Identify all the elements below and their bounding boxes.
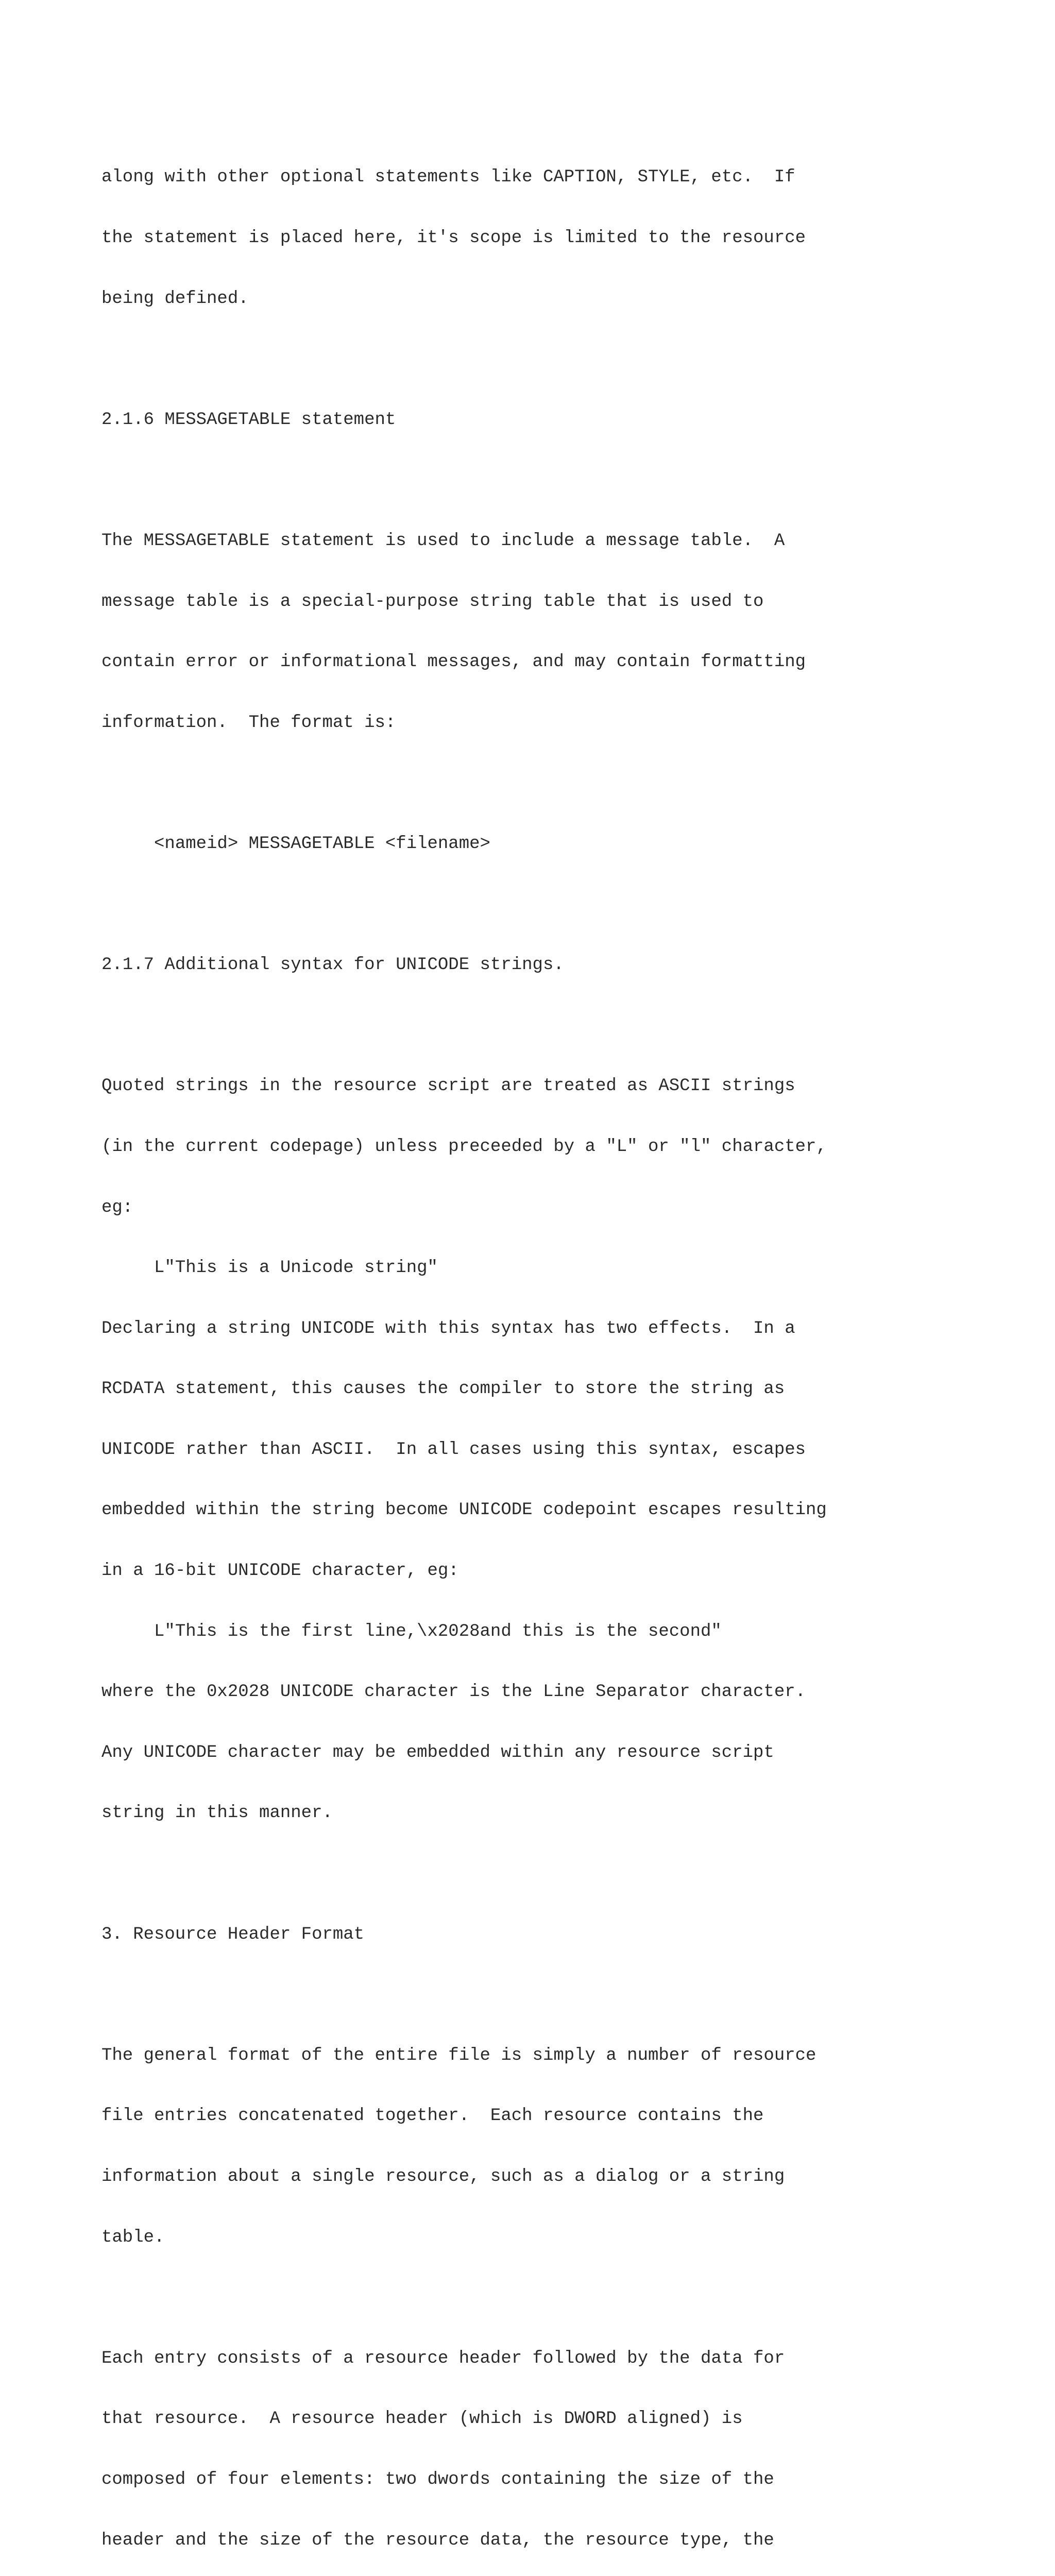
document-text [101, 127, 1029, 2576]
text-line: composed of four elements: two dwords containing the size of the [101, 2469, 774, 2489]
text-line: embedded within the string become UNICODE codepoint escapes resulting [101, 1500, 827, 1520]
text-line: UNICODE rather than ASCII. In all cases using this syntax, escapes [101, 1439, 806, 1460]
text-line: information about a single resource, such as a dialog or a string [101, 2167, 785, 2187]
code-line: L"This is a Unicode string" [101, 1258, 438, 1278]
blank-line [101, 1864, 1029, 1884]
text-line: information. The format is: [101, 713, 396, 733]
text-line: string in this manner. [101, 1803, 333, 1823]
blank-line [101, 470, 1029, 490]
text-line: table. [101, 2227, 165, 2247]
blank-line [101, 1016, 1029, 1036]
text-line: eg: [101, 1197, 133, 1217]
text-line: in a 16-bit UNICODE character, eg: [101, 1561, 459, 1581]
code-line: <nameid> MESSAGETABLE <filename> [101, 834, 490, 854]
text-line: Any UNICODE character may be embedded within any resource script [101, 1742, 774, 1762]
section-heading: 2.1.6 MESSAGETABLE statement [101, 410, 396, 430]
text-line: Declaring a string UNICODE with this syntax has two effects. In a [101, 1318, 795, 1338]
blank-line [101, 895, 1029, 915]
section-heading: 3. Resource Header Format [101, 1924, 365, 1944]
code-line: L"This is the first line,\x2028and this is the second" [101, 1621, 722, 1641]
text-line: along with other optional statements like CAPTION, STYLE, etc. If [101, 167, 795, 188]
text-line: file entries concatenated together. Each resource contains the [101, 2106, 764, 2126]
text-line: where the 0x2028 UNICODE character is the Line Separator character. [101, 1682, 806, 1702]
text-line: Each entry consists of a resource header followed by the data for [101, 2348, 785, 2368]
text-line: (in the current codepage) unless preceeded by a "L" or "l" character, [101, 1137, 827, 1157]
text-line: message table is a special-purpose string table that is used to [101, 591, 764, 612]
blank-line [101, 773, 1029, 793]
text-line: being defined. [101, 289, 249, 309]
text-line: The MESSAGETABLE statement is used to include a message table. A [101, 531, 785, 551]
text-line: The general format of the entire file is simply a number of resource [101, 2045, 816, 2065]
blank-line [101, 349, 1029, 369]
text-line: header and the size of the resource data, the resource type, the [101, 2530, 774, 2550]
blank-line [101, 1985, 1029, 2005]
text-line: contain error or informational messages, and may contain formatting [101, 652, 806, 672]
blank-line [101, 2288, 1029, 2308]
text-line: that resource. A resource header (which is DWORD aligned) is [101, 2409, 743, 2429]
section-heading: 2.1.7 Additional syntax for UNICODE strings. [101, 955, 564, 975]
text-line: the statement is placed here, it's scope is limited to the resource [101, 228, 806, 248]
text-line: RCDATA statement, this causes the compiler to store the string as [101, 1379, 785, 1399]
text-line: Quoted strings in the resource script are treated as ASCII strings [101, 1076, 795, 1096]
